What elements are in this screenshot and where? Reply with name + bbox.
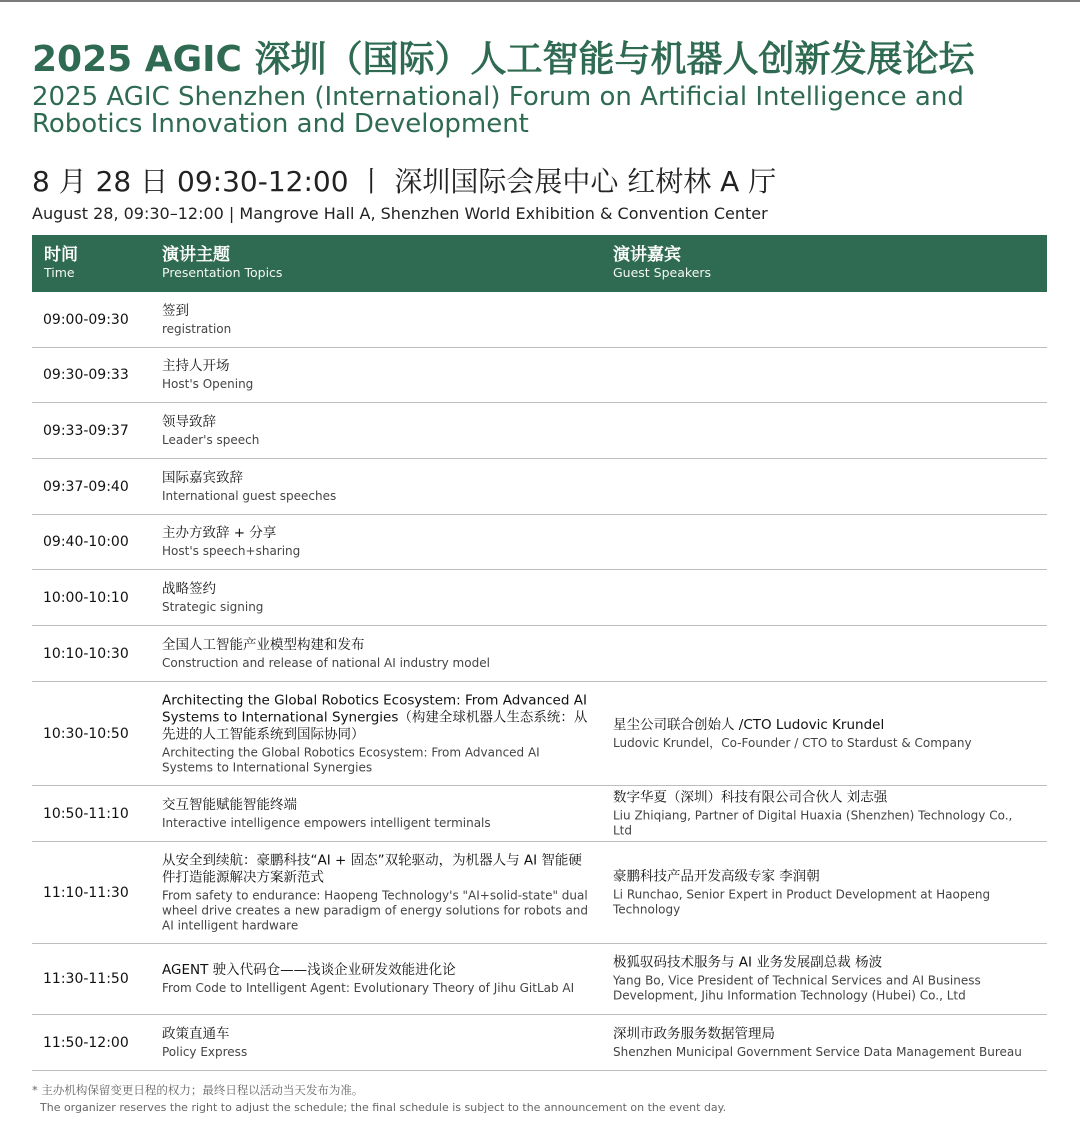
table-row <box>32 1015 1047 1071</box>
session-topic <box>162 852 592 933</box>
table-row <box>32 682 1047 786</box>
topic-en: Host's Opening <box>162 377 254 391</box>
table-header <box>32 235 1047 292</box>
footnote-zh: * 主办机构保留变更日程的权力；最终日程以活动当天发布为准。 <box>32 1083 364 1097</box>
table-row <box>32 626 1047 682</box>
table-row <box>32 842 1047 944</box>
table-row <box>32 348 1047 403</box>
speaker-en: Yang Bo, Vice President of Technical Services and AI Business Development, Jihu Information Technology (Hubei) Co., Ltd <box>613 973 981 1003</box>
topic-en: Architecting the Global Robotics Ecosystem: From Advanced AI Systems to International Synergies <box>162 745 540 774</box>
speaker-en: Shenzhen Municipal Government Service Data Management Bureau <box>613 1044 1022 1059</box>
session-topic <box>162 692 592 775</box>
column-header-speakers <box>613 245 711 281</box>
session-speaker <box>613 955 1033 1004</box>
page-header <box>32 36 1052 225</box>
session-speaker <box>613 717 1033 751</box>
session-time: 09:00-09:30 <box>43 311 129 328</box>
table-row <box>32 570 1047 626</box>
topic-zh: 主持人开场 <box>162 358 230 374</box>
session-time: 09:30-09:33 <box>43 367 129 383</box>
session-topic <box>162 581 592 615</box>
column-header-label-zh: 演讲嘉宾 <box>613 245 681 265</box>
topic-en: International guest speeches <box>162 488 337 503</box>
session-topic <box>162 962 592 996</box>
topic-en: Construction and release of national AI industry model <box>162 655 490 670</box>
topic-en: From Code to Intelligent Agent: Evolutionary Theory of Jihu GitLab AI <box>162 981 575 995</box>
column-header-label-en: Presentation Topics <box>162 265 283 280</box>
speaker-en: Li Runchao, Senior Expert in Product Development at Haopeng Technology <box>613 887 991 916</box>
session-time: 11:30-11:50 <box>43 971 129 987</box>
session-topic <box>162 637 592 671</box>
topic-zh: AGENT 驶入代码仓——浅谈企业研发效能进化论 <box>162 962 456 978</box>
topic-en: Host's speech+sharing <box>162 544 301 558</box>
table-row <box>32 944 1047 1015</box>
event-date-venue-zh: 8 月 28 日 09:30-12:00 丨 深圳国际会展中心 红树林 A 厅 <box>32 165 777 198</box>
session-topic <box>162 1026 592 1060</box>
column-header-label-zh: 演讲主题 <box>162 245 230 265</box>
session-speaker <box>613 1026 1033 1060</box>
speaker-en: Liu Zhiqiang, Partner of Digital Huaxia (Shenzhen) Technology Co., Ltd <box>613 808 1013 837</box>
session-time: 10:30-10:50 <box>43 725 129 742</box>
topic-zh: 政策直通车 <box>162 1025 230 1042</box>
topic-en: Policy Express <box>162 1044 248 1059</box>
session-topic <box>162 797 592 831</box>
topic-zh: Architecting the Global Robotics Ecosystem: From Advanced AI Systems to International Synergies（构建全球机器人生态系统：从先进的人工智能系统到国际协同） <box>162 692 588 742</box>
speaker-zh: 深圳市政务服务数据管理局 <box>613 1025 775 1042</box>
session-time: 09:33-09:37 <box>43 422 129 439</box>
session-time: 11:50-12:00 <box>43 1034 129 1051</box>
topic-zh: 签到 <box>162 302 189 319</box>
page-title-zh: 2025 AGIC 深圳（国际）人工智能与机器人创新发展论坛 <box>32 39 975 80</box>
footnote <box>32 1082 1047 1116</box>
speaker-zh: 数字华夏（深圳）科技有限公司合伙人 刘志强 <box>613 789 888 805</box>
column-header-label-zh: 时间 <box>44 245 78 265</box>
session-topic <box>162 525 592 559</box>
session-time: 09:40-10:00 <box>43 534 129 550</box>
schedule-table <box>32 235 1047 1071</box>
top-divider <box>0 0 1080 2</box>
column-header-label-en: Time <box>44 265 75 280</box>
topic-zh: 国际嘉宾致辞 <box>162 469 243 486</box>
table-row <box>32 292 1047 348</box>
column-header-label-en: Guest Speakers <box>613 265 712 280</box>
topic-en: registration <box>162 321 232 336</box>
table-row <box>32 459 1047 515</box>
topic-zh: 主办方致辞 + 分享 <box>162 525 277 541</box>
topic-en: Interactive intelligence empowers intelligent terminals <box>162 815 491 830</box>
topic-zh: 交互智能赋能智能终端 <box>162 796 297 813</box>
session-speaker <box>613 789 1033 838</box>
page-title-en: 2025 AGIC Shenzhen (International) Forum on Artificial Intelligence and Robotics Innovation and Development <box>32 82 964 139</box>
session-time: 10:50-11:10 <box>43 805 129 822</box>
topic-zh: 战略签约 <box>162 580 216 597</box>
topic-en: Strategic signing <box>162 599 264 614</box>
session-topic <box>162 470 592 504</box>
speaker-zh: 极狐驭码技术服务与 AI 业务发展副总裁 杨波 <box>613 954 883 971</box>
topic-en: From safety to endurance: Haopeng Technology's "AI+solid-state" dual wheel drive creates a new paradigm of energy solutions for robots and AI intelligent hardware <box>162 888 589 932</box>
speaker-zh: 豪鹏科技产品开发高级专家 李润朝 <box>613 868 820 884</box>
session-time: 11:10-11:30 <box>43 884 129 901</box>
column-header-time <box>44 245 78 281</box>
speaker-en: Ludovic Krundel，Co-Founder / CTO to Stardust & Company <box>613 735 972 750</box>
session-speaker <box>613 868 1033 917</box>
session-topic <box>162 414 592 448</box>
footnote-en: The organizer reserves the right to adjust the schedule; the final schedule is subject to the announcement on the event day. <box>40 1101 727 1114</box>
session-topic <box>162 303 592 337</box>
topic-zh: 从安全到续航：豪鹏科技“AI + 固态”双轮驱动，为机器人与 AI 智能硬件打造能源解决方案新范式 <box>162 852 582 885</box>
session-topic <box>162 358 592 392</box>
topic-zh: 领导致辞 <box>162 413 216 430</box>
table-row <box>32 515 1047 570</box>
table-row <box>32 403 1047 459</box>
speaker-zh: 星尘公司联合创始人 /CTO Ludovic Krundel <box>613 716 885 733</box>
session-time: 09:37-09:40 <box>43 478 129 495</box>
topic-zh: 全国人工智能产业模型构建和发布 <box>162 636 365 653</box>
event-date-venue-en: August 28, 09:30–12:00 | Mangrove Hall A, Shenzhen World Exhibition & Convention Center <box>32 204 768 223</box>
topic-en: Leader's speech <box>162 432 260 447</box>
session-time: 10:00-10:10 <box>43 589 129 606</box>
session-time: 10:10-10:30 <box>43 645 129 662</box>
table-row <box>32 786 1047 842</box>
column-header-topics <box>162 245 282 281</box>
